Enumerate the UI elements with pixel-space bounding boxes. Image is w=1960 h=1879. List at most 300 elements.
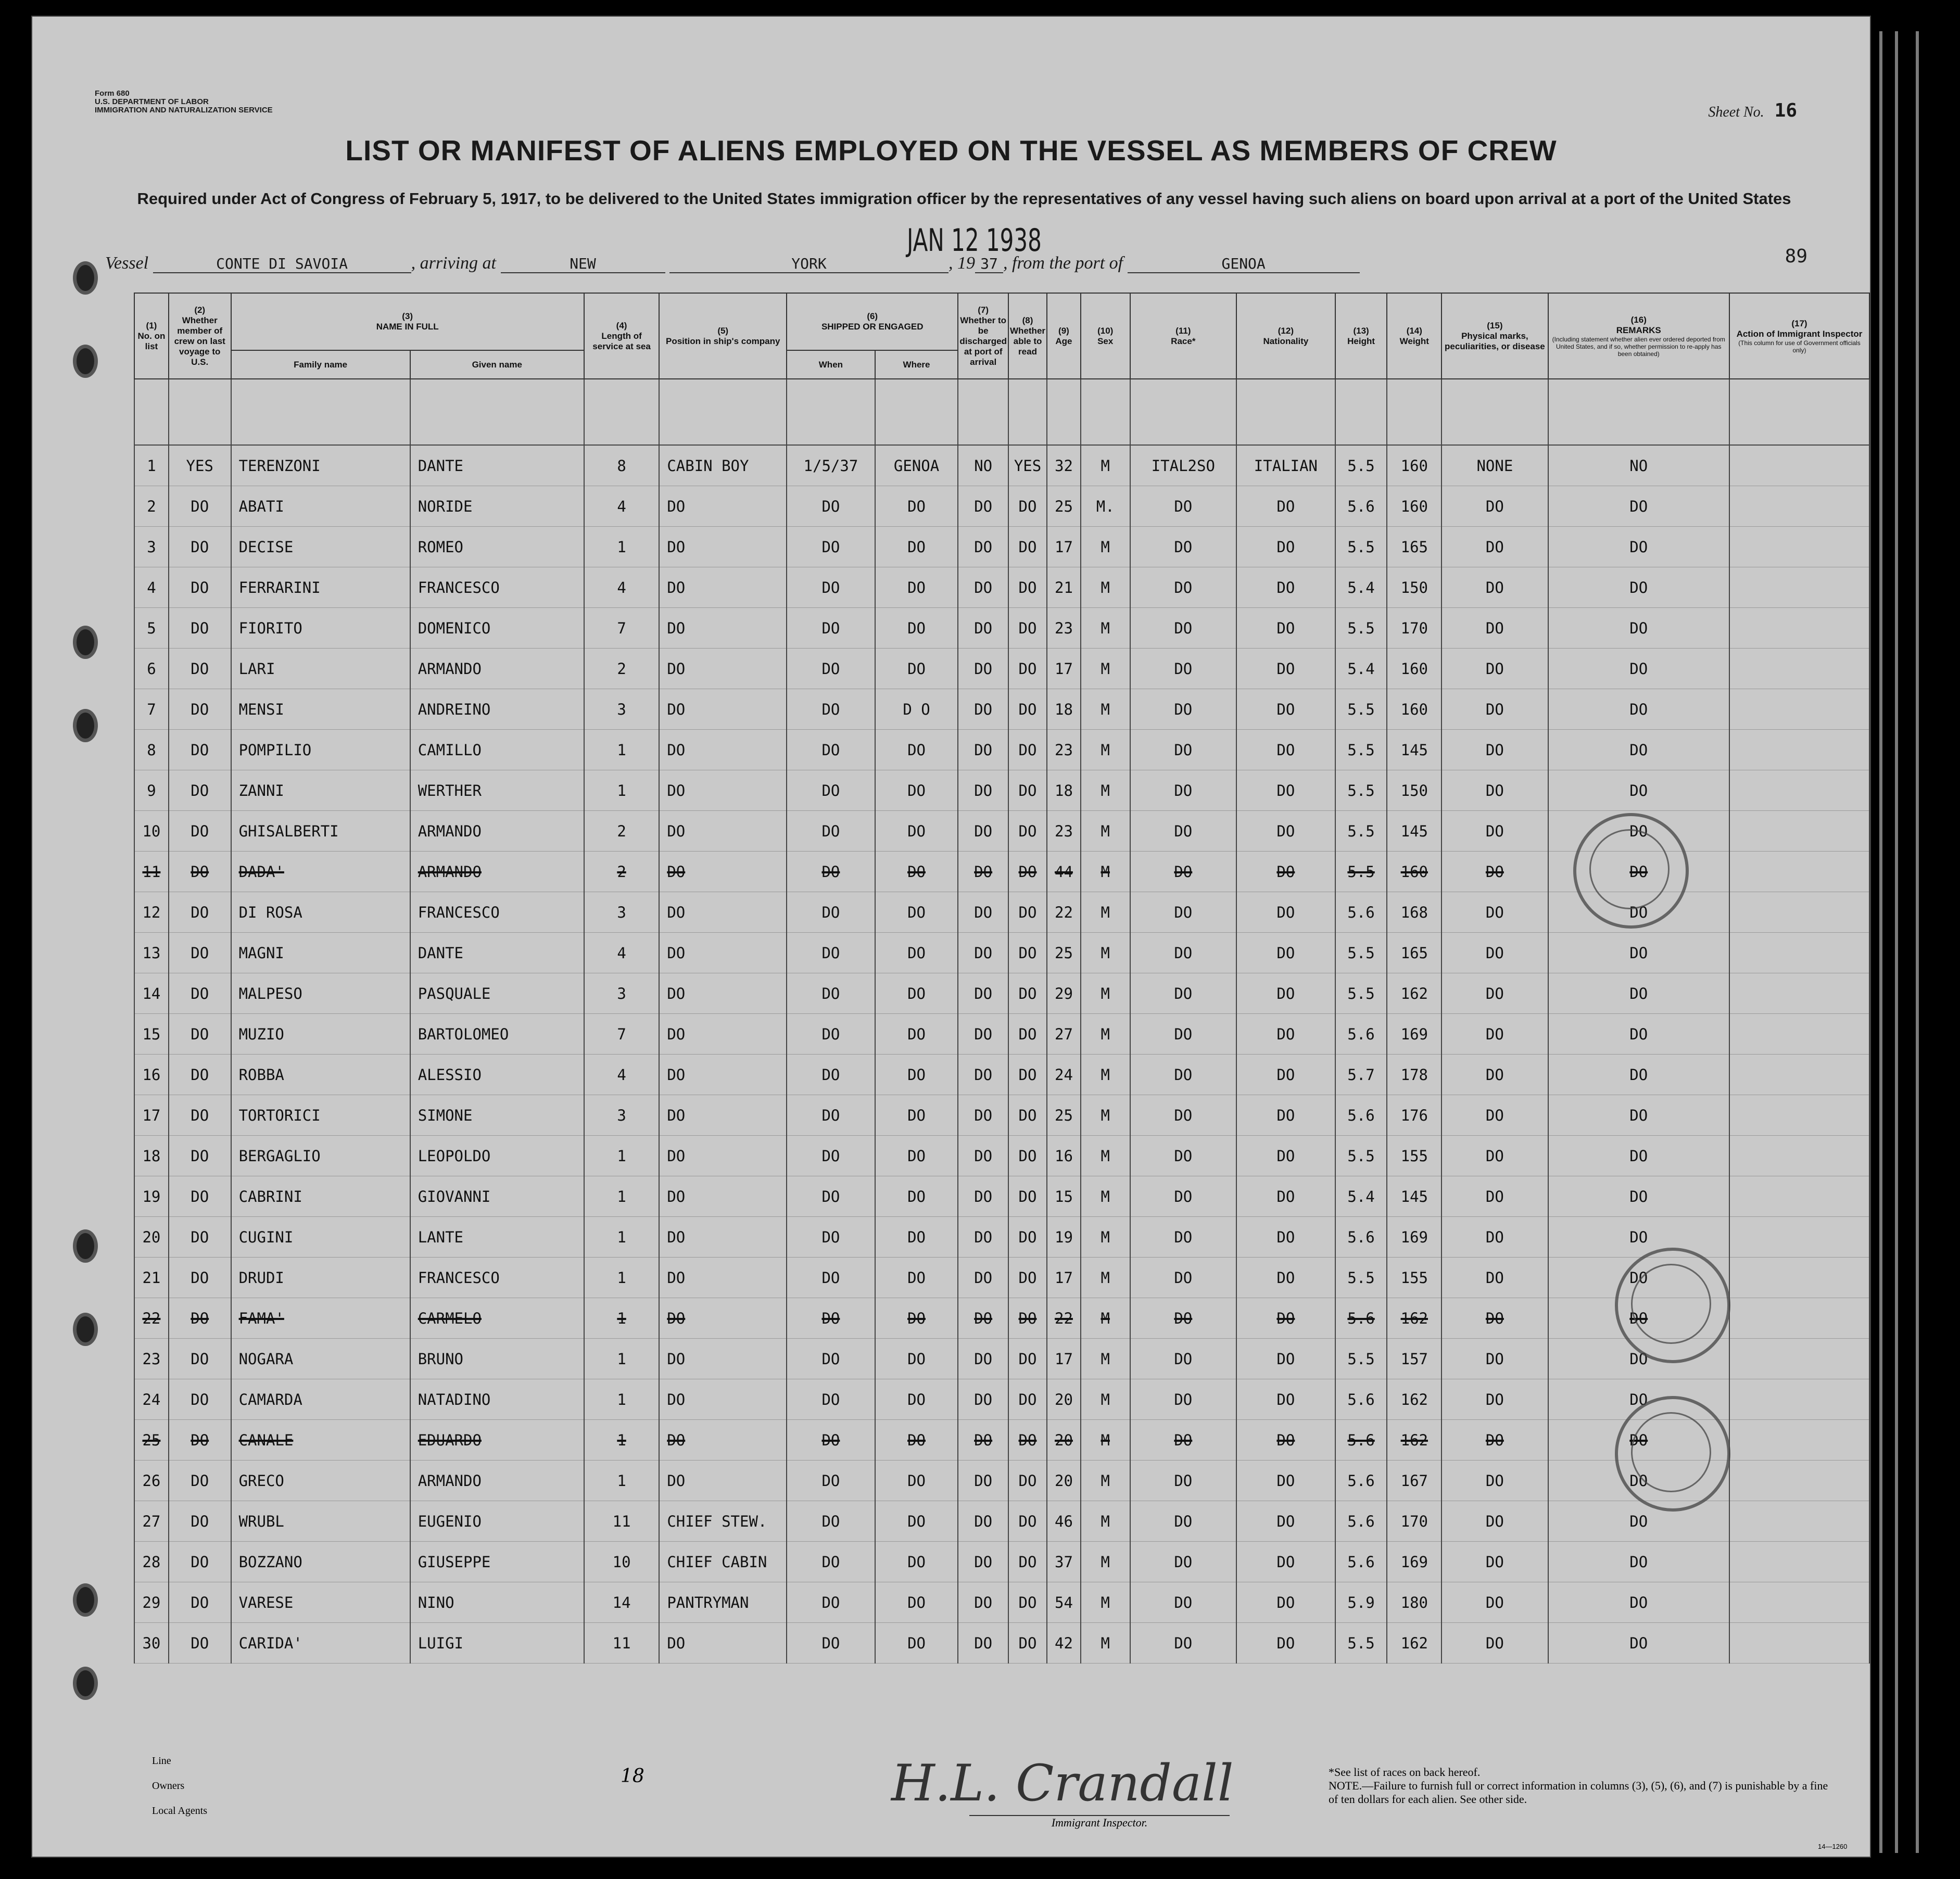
to-be-discharged: DO — [958, 1379, 1008, 1420]
remarks: DO — [1548, 1298, 1729, 1339]
race: DO — [1130, 973, 1237, 1014]
sheet-number-value: 16 — [1774, 100, 1797, 121]
row-number: 17 — [134, 1095, 169, 1136]
shipped-when: DO — [787, 1055, 875, 1095]
family-name: ABATI — [231, 486, 410, 527]
family-name: DRUDI — [231, 1258, 410, 1298]
table-row — [134, 1339, 1869, 1379]
last-voyage: DO — [169, 1298, 231, 1339]
to-be-discharged: DO — [958, 1339, 1008, 1379]
inspector-action — [1729, 486, 1869, 527]
given-name: BRUNO — [410, 1339, 584, 1379]
shipped-when: DO — [787, 1501, 875, 1542]
race: DO — [1130, 1258, 1237, 1298]
race: DO — [1130, 567, 1237, 608]
shipped-when: DO — [787, 1379, 875, 1420]
able-to-read: DO — [1008, 811, 1047, 852]
height: 5.6 — [1335, 1298, 1387, 1339]
shipped-when: DO — [787, 649, 875, 689]
vessel-name: CONTE DI SAVOIA — [153, 255, 411, 273]
able-to-read: DO — [1008, 567, 1047, 608]
to-be-discharged: DO — [958, 527, 1008, 567]
col-position: (5) Position in ship's company — [659, 293, 787, 379]
physical-marks: DO — [1441, 1420, 1548, 1461]
date-stamp: JAN 12 1938 — [907, 222, 1042, 259]
family-name: MAGNI — [231, 933, 410, 973]
last-voyage: DO — [169, 689, 231, 730]
length-of-service: 1 — [584, 1298, 659, 1339]
inspector-action — [1729, 1420, 1869, 1461]
remarks: DO — [1548, 649, 1729, 689]
position: DO — [659, 1623, 787, 1664]
remarks: DO — [1548, 567, 1729, 608]
row-number: 30 — [134, 1623, 169, 1664]
shipped-where: DO — [875, 811, 958, 852]
length-of-service: 3 — [584, 973, 659, 1014]
age: 25 — [1047, 1095, 1081, 1136]
physical-marks: DO — [1441, 852, 1548, 892]
sex: M — [1081, 1501, 1130, 1542]
sex: M — [1081, 1136, 1130, 1176]
last-voyage: DO — [169, 811, 231, 852]
sex: M — [1081, 1379, 1130, 1420]
remarks: DO — [1548, 1623, 1729, 1664]
age: 17 — [1047, 649, 1081, 689]
inspector-action — [1729, 1258, 1869, 1298]
binder-hole — [73, 626, 98, 659]
shipped-where: DO — [875, 1298, 958, 1339]
inspector-action — [1729, 1298, 1869, 1339]
row-number: 13 — [134, 933, 169, 973]
col-name: (3) NAME IN FULL — [231, 293, 584, 350]
physical-marks: DO — [1441, 689, 1548, 730]
table-row — [134, 1136, 1869, 1176]
inspector-action — [1729, 1501, 1869, 1542]
given-name: DANTE — [410, 933, 584, 973]
penalty-note: NOTE.—Failure to furnish full or correct information in columns (3), (5), (6), and (7) is punishable by a fine of ten dollars for each alien. See other side. — [1329, 1779, 1828, 1806]
weight: 157 — [1387, 1339, 1441, 1379]
table-row — [134, 1501, 1869, 1542]
able-to-read: DO — [1008, 730, 1047, 770]
remarks: DO — [1548, 689, 1729, 730]
sex: M — [1081, 730, 1130, 770]
binder-hole — [73, 345, 98, 378]
given-name: FRANCESCO — [410, 567, 584, 608]
able-to-read: DO — [1008, 689, 1047, 730]
race: DO — [1130, 1379, 1237, 1420]
length-of-service: 1 — [584, 1461, 659, 1501]
last-voyage: DO — [169, 770, 231, 811]
length-of-service: 3 — [584, 689, 659, 730]
remarks: DO — [1548, 486, 1729, 527]
inspector-action — [1729, 1379, 1869, 1420]
age: 20 — [1047, 1420, 1081, 1461]
to-be-discharged: DO — [958, 689, 1008, 730]
inspector-action — [1729, 445, 1869, 486]
sex: M — [1081, 567, 1130, 608]
shipped-when: 1/5/37 — [787, 445, 875, 486]
family-name: CANALE — [231, 1420, 410, 1461]
col-discharged: (7) Whether to be discharged at port of arrival — [958, 293, 1008, 379]
age: 17 — [1047, 1339, 1081, 1379]
remarks: DO — [1548, 1258, 1729, 1298]
last-voyage: DO — [169, 973, 231, 1014]
position: DO — [659, 730, 787, 770]
footer — [131, 1750, 1849, 1854]
position: DO — [659, 527, 787, 567]
inspector-action — [1729, 1461, 1869, 1501]
shipped-where: DO — [875, 649, 958, 689]
sex: M — [1081, 1461, 1130, 1501]
given-name: ARMANDO — [410, 811, 584, 852]
position: DO — [659, 852, 787, 892]
shipped-where: DO — [875, 486, 958, 527]
able-to-read: DO — [1008, 1339, 1047, 1379]
given-name: ALESSIO — [410, 1055, 584, 1095]
able-to-read: DO — [1008, 1420, 1047, 1461]
nationality: DO — [1236, 527, 1335, 567]
nationality: DO — [1236, 1542, 1335, 1582]
row-number: 20 — [134, 1217, 169, 1258]
line-label: Line — [152, 1755, 171, 1767]
to-be-discharged: DO — [958, 1582, 1008, 1623]
sex: M — [1081, 1623, 1130, 1664]
length-of-service: 7 — [584, 608, 659, 649]
weight: 162 — [1387, 1420, 1441, 1461]
physical-marks: DO — [1441, 1501, 1548, 1542]
weight: 170 — [1387, 608, 1441, 649]
shipped-where: DO — [875, 1258, 958, 1298]
sex: M — [1081, 1055, 1130, 1095]
to-be-discharged: DO — [958, 1420, 1008, 1461]
shipped-when: DO — [787, 892, 875, 933]
race: DO — [1130, 689, 1237, 730]
race: DO — [1130, 1501, 1237, 1542]
age: 23 — [1047, 608, 1081, 649]
nationality: DO — [1236, 1055, 1335, 1095]
inspector-action — [1729, 892, 1869, 933]
weight: 145 — [1387, 1176, 1441, 1217]
weight: 165 — [1387, 933, 1441, 973]
remarks: DO — [1548, 1217, 1729, 1258]
remarks: DO — [1548, 770, 1729, 811]
weight: 168 — [1387, 892, 1441, 933]
remarks: DO — [1548, 1095, 1729, 1136]
able-to-read: DO — [1008, 1136, 1047, 1176]
weight: 160 — [1387, 445, 1441, 486]
given-name: GIUSEPPE — [410, 1542, 584, 1582]
length-of-service: 4 — [584, 567, 659, 608]
from-label: , from the port of — [1003, 253, 1123, 273]
last-voyage: DO — [169, 933, 231, 973]
to-be-discharged: DO — [958, 1298, 1008, 1339]
position: DO — [659, 486, 787, 527]
last-voyage: DO — [169, 1623, 231, 1664]
position: DO — [659, 1136, 787, 1176]
shipped-when: DO — [787, 1339, 875, 1379]
remarks: DO — [1548, 933, 1729, 973]
table-row — [134, 1542, 1869, 1582]
family-name: TORTORICI — [231, 1095, 410, 1136]
height: 5.5 — [1335, 730, 1387, 770]
table-row — [134, 1461, 1869, 1501]
given-name: ROMEO — [410, 527, 584, 567]
shipped-where: GENOA — [875, 445, 958, 486]
table-row — [134, 486, 1869, 527]
col-inspector-action: (17) Action of Immigrant Inspector (This column for use of Government officials only) — [1729, 293, 1869, 379]
inspector-action — [1729, 1542, 1869, 1582]
position: DO — [659, 649, 787, 689]
given-name: ARMANDO — [410, 1461, 584, 1501]
position: DO — [659, 1095, 787, 1136]
col-where: Where — [875, 350, 958, 379]
to-be-discharged: DO — [958, 1136, 1008, 1176]
remarks: NO — [1548, 445, 1729, 486]
nationality: DO — [1236, 1501, 1335, 1542]
nationality: DO — [1236, 1176, 1335, 1217]
given-name: ARMANDO — [410, 649, 584, 689]
remarks: DO — [1548, 1055, 1729, 1095]
table-row — [134, 445, 1869, 486]
row-number: 25 — [134, 1420, 169, 1461]
length-of-service: 4 — [584, 1055, 659, 1095]
last-voyage: DO — [169, 1014, 231, 1055]
able-to-read: DO — [1008, 1461, 1047, 1501]
shipped-when: DO — [787, 1298, 875, 1339]
vessel-label: Vessel — [105, 253, 149, 273]
given-name: ANDREINO — [410, 689, 584, 730]
to-be-discharged: DO — [958, 1623, 1008, 1664]
age: 17 — [1047, 1258, 1081, 1298]
height: 5.6 — [1335, 1461, 1387, 1501]
able-to-read: DO — [1008, 892, 1047, 933]
height: 5.5 — [1335, 445, 1387, 486]
given-name: PASQUALE — [410, 973, 584, 1014]
to-be-discharged: DO — [958, 811, 1008, 852]
to-be-discharged: DO — [958, 1055, 1008, 1095]
requirement-text: Required under Act of Congress of February 5, 1917, to be delivered to the United States immigration officer by the representatives of any vessel having such aliens on board upon arrival at a port of the United States — [137, 189, 1791, 208]
height: 5.5 — [1335, 608, 1387, 649]
table-row — [134, 689, 1869, 730]
to-be-discharged: DO — [958, 1217, 1008, 1258]
remarks: DO — [1548, 1339, 1729, 1379]
family-name: VARESE — [231, 1582, 410, 1623]
last-voyage: DO — [169, 1420, 231, 1461]
able-to-read: YES — [1008, 445, 1047, 486]
length-of-service: 1 — [584, 770, 659, 811]
given-name: DOMENICO — [410, 608, 584, 649]
sex: M — [1081, 933, 1130, 973]
shipped-where: DO — [875, 892, 958, 933]
physical-marks: DO — [1441, 567, 1548, 608]
able-to-read: DO — [1008, 973, 1047, 1014]
nationality: DO — [1236, 1339, 1335, 1379]
able-to-read: DO — [1008, 1582, 1047, 1623]
binder-hole — [73, 1667, 98, 1700]
sex: M — [1081, 1542, 1130, 1582]
position: DO — [659, 1379, 787, 1420]
family-name: DI ROSA — [231, 892, 410, 933]
nationality: DO — [1236, 1582, 1335, 1623]
nationality: DO — [1236, 1014, 1335, 1055]
sex: M — [1081, 608, 1130, 649]
age: 18 — [1047, 770, 1081, 811]
able-to-read: DO — [1008, 1095, 1047, 1136]
row-number: 28 — [134, 1542, 169, 1582]
to-be-discharged: DO — [958, 1014, 1008, 1055]
race: DO — [1130, 770, 1237, 811]
last-voyage: DO — [169, 730, 231, 770]
page-title: LIST OR MANIFEST OF ALIENS EMPLOYED ON THE VESSEL AS MEMBERS OF CREW — [345, 134, 1557, 167]
page-number: 89 — [1785, 246, 1807, 267]
able-to-read: DO — [1008, 1379, 1047, 1420]
inspector-action — [1729, 649, 1869, 689]
family-name: MALPESO — [231, 973, 410, 1014]
position: DO — [659, 1014, 787, 1055]
length-of-service: 1 — [584, 1420, 659, 1461]
nationality: DO — [1236, 852, 1335, 892]
height: 5.7 — [1335, 1055, 1387, 1095]
table-row — [134, 649, 1869, 689]
able-to-read: DO — [1008, 1014, 1047, 1055]
row-number: 7 — [134, 689, 169, 730]
remarks: DO — [1548, 1379, 1729, 1420]
physical-marks: DO — [1441, 1461, 1548, 1501]
physical-marks: DO — [1441, 1217, 1548, 1258]
weight: 150 — [1387, 567, 1441, 608]
weight: 178 — [1387, 1055, 1441, 1095]
height: 5.6 — [1335, 1379, 1387, 1420]
sex: M — [1081, 973, 1130, 1014]
weight: 145 — [1387, 811, 1441, 852]
col-last-voyage: (2) Whether member of crew on last voyage to U.S. — [169, 293, 231, 379]
inspector-action — [1729, 1217, 1869, 1258]
shipped-when: DO — [787, 1582, 875, 1623]
nationality: DO — [1236, 973, 1335, 1014]
shipped-where: DO — [875, 1501, 958, 1542]
col-weight: (14) Weight — [1387, 293, 1441, 379]
position: DO — [659, 1420, 787, 1461]
nationality: DO — [1236, 1623, 1335, 1664]
inspector-action — [1729, 1176, 1869, 1217]
height: 5.5 — [1335, 1623, 1387, 1664]
page-edge — [1895, 31, 1898, 1853]
height: 5.6 — [1335, 892, 1387, 933]
able-to-read: DO — [1008, 852, 1047, 892]
able-to-read: DO — [1008, 1542, 1047, 1582]
shipped-where: DO — [875, 1176, 958, 1217]
row-number: 8 — [134, 730, 169, 770]
department: U.S. DEPARTMENT OF LABOR — [95, 97, 209, 106]
to-be-discharged: DO — [958, 649, 1008, 689]
age: 29 — [1047, 973, 1081, 1014]
family-name: BERGAGLIO — [231, 1136, 410, 1176]
position: PANTRYMAN — [659, 1582, 787, 1623]
height: 5.6 — [1335, 1501, 1387, 1542]
to-be-discharged: DO — [958, 1258, 1008, 1298]
race: DO — [1130, 1217, 1237, 1258]
weight: 176 — [1387, 1095, 1441, 1136]
weight: 145 — [1387, 730, 1441, 770]
physical-marks: DO — [1441, 892, 1548, 933]
weight: 162 — [1387, 1379, 1441, 1420]
race: DO — [1130, 1542, 1237, 1582]
sex: M. — [1081, 486, 1130, 527]
to-be-discharged: DO — [958, 933, 1008, 973]
physical-marks: DO — [1441, 1379, 1548, 1420]
sex: M — [1081, 1176, 1130, 1217]
row-number: 21 — [134, 1258, 169, 1298]
family-name: TERENZONI — [231, 445, 410, 486]
last-voyage: DO — [169, 1176, 231, 1217]
col-race: (11) Race* — [1130, 293, 1237, 379]
position: CHIEF STEW. — [659, 1501, 787, 1542]
length-of-service: 1 — [584, 1217, 659, 1258]
given-name: FRANCESCO — [410, 1258, 584, 1298]
shipped-where: D O — [875, 689, 958, 730]
sex: M — [1081, 1339, 1130, 1379]
length-of-service: 1 — [584, 527, 659, 567]
owners-label: Owners — [152, 1780, 185, 1792]
shipped-when: DO — [787, 689, 875, 730]
family-name: NOGARA — [231, 1339, 410, 1379]
height: 5.5 — [1335, 689, 1387, 730]
inspector-action — [1729, 1582, 1869, 1623]
last-voyage: DO — [169, 1582, 231, 1623]
col-given-name: Given name — [410, 350, 584, 379]
physical-marks: DO — [1441, 1298, 1548, 1339]
service: IMMIGRATION AND NATURALIZATION SERVICE — [95, 106, 273, 115]
shipped-when: DO — [787, 608, 875, 649]
col-service: (4) Length of service at sea — [584, 293, 659, 379]
last-voyage: DO — [169, 1217, 231, 1258]
height: 5.5 — [1335, 527, 1387, 567]
to-be-discharged: DO — [958, 486, 1008, 527]
sex: M — [1081, 1582, 1130, 1623]
weight: 162 — [1387, 1298, 1441, 1339]
family-name: CARIDA' — [231, 1623, 410, 1664]
row-number: 23 — [134, 1339, 169, 1379]
height: 5.4 — [1335, 567, 1387, 608]
col-when: When — [787, 350, 875, 379]
row-number: 6 — [134, 649, 169, 689]
physical-marks: DO — [1441, 649, 1548, 689]
table-row — [134, 608, 1869, 649]
last-voyage: DO — [169, 1461, 231, 1501]
to-be-discharged: DO — [958, 973, 1008, 1014]
height: 5.4 — [1335, 649, 1387, 689]
race: DO — [1130, 649, 1237, 689]
given-name: EUGENIO — [410, 1501, 584, 1542]
physical-marks: DO — [1441, 1176, 1548, 1217]
row-number: 24 — [134, 1379, 169, 1420]
given-name: LANTE — [410, 1217, 584, 1258]
able-to-read: DO — [1008, 486, 1047, 527]
shipped-where: DO — [875, 608, 958, 649]
race: DO — [1130, 892, 1237, 933]
length-of-service: 1 — [584, 1136, 659, 1176]
year-prefix: , 19 — [949, 253, 975, 273]
weight: 155 — [1387, 1136, 1441, 1176]
length-of-service: 2 — [584, 811, 659, 852]
able-to-read: DO — [1008, 770, 1047, 811]
length-of-service: 11 — [584, 1501, 659, 1542]
weight: 150 — [1387, 770, 1441, 811]
height: 5.5 — [1335, 852, 1387, 892]
height: 5.6 — [1335, 486, 1387, 527]
table-row — [134, 770, 1869, 811]
to-be-discharged: NO — [958, 445, 1008, 486]
